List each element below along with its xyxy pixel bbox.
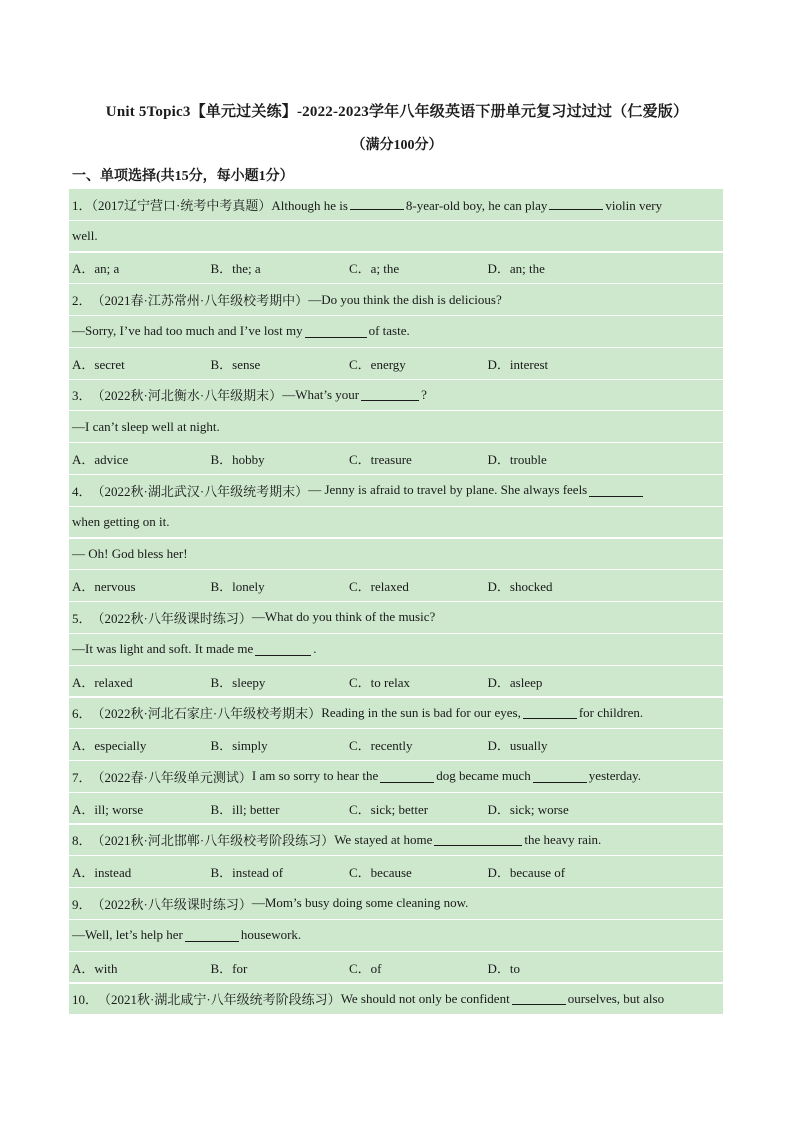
question-2-options bbox=[69, 348, 723, 379]
question-1-stem-continued: well. bbox=[69, 221, 723, 252]
question-1-stem: 1．（2017辽宁营口·统考中考真题）Although he is 8-year-old boy, he can play violin very bbox=[69, 189, 723, 220]
option-b[interactable]: B．sleepy bbox=[210, 674, 266, 690]
question-4-options bbox=[69, 570, 723, 601]
option-a[interactable]: A．relaxed bbox=[72, 674, 133, 690]
answer-blank[interactable] bbox=[350, 197, 404, 210]
option-a[interactable]: A．instead bbox=[72, 865, 132, 881]
question-number: 10． bbox=[72, 992, 99, 1008]
question-source: （2021秋·河北邯郸·八年级校考阶段练习） bbox=[91, 833, 335, 849]
question-2-reply: —Sorry, I’ve had too much and I’ve lost my of taste. bbox=[69, 316, 723, 347]
option-d[interactable]: D．an; the bbox=[487, 261, 545, 277]
question-2-stem: 2． （2021春·江苏常州·八年级校考期中） —Do you think the dish is delicious? bbox=[69, 284, 723, 315]
document-title: Unit 5Topic3【单元过关练】-2022-2023学年八年级英语下册单元复习过过过（仁爱版） bbox=[105, 104, 689, 120]
option-a[interactable]: A．an; a bbox=[72, 261, 120, 277]
option-c[interactable]: C．a; the bbox=[349, 261, 400, 277]
question-9-options bbox=[69, 952, 723, 983]
question-4-reply: — Oh! God bless her! bbox=[69, 539, 723, 570]
question-5-reply: —It was light and soft. It made me . bbox=[69, 634, 723, 665]
option-a[interactable]: A．advice bbox=[72, 452, 129, 468]
question-7-options bbox=[69, 793, 723, 824]
option-d[interactable]: D．asleep bbox=[487, 674, 543, 690]
question-10-stem: 10． （2021秋·湖北咸宁·八年级统考阶段练习） We should not only be confident ourselves, but also bbox=[69, 984, 723, 1015]
option-c[interactable]: C．sick; better bbox=[349, 801, 429, 817]
answer-blank[interactable] bbox=[255, 643, 311, 656]
question-8-stem: 8． （2021秋·河北邯郸·八年级校考阶段练习） We stayed at home the heavy rain. bbox=[69, 825, 723, 856]
option-d[interactable]: D．interest bbox=[487, 356, 549, 372]
option-c[interactable]: C．of bbox=[349, 960, 382, 976]
question-3-options bbox=[69, 443, 723, 474]
question-source: （2022秋·八年级课时练习） bbox=[91, 896, 252, 912]
answer-blank[interactable] bbox=[185, 929, 239, 942]
question-number: 9． bbox=[72, 896, 92, 912]
option-a[interactable]: A．ill; worse bbox=[72, 801, 144, 817]
option-b[interactable]: B．hobby bbox=[210, 452, 265, 468]
question-9-reply: —Well, let’s help her housework. bbox=[69, 920, 723, 951]
option-a[interactable]: A．especially bbox=[72, 738, 147, 754]
option-c[interactable]: C．energy bbox=[349, 356, 406, 372]
question-3-stem: 3． （2022秋·河北衡水·八年级期末） —What’s your ? bbox=[69, 380, 723, 411]
option-b[interactable]: B．for bbox=[210, 960, 248, 976]
option-c[interactable]: C．recently bbox=[349, 738, 413, 754]
question-list bbox=[69, 189, 723, 1015]
option-b[interactable]: B．sense bbox=[210, 356, 261, 372]
option-a[interactable]: A．secret bbox=[72, 356, 125, 372]
option-a[interactable]: A．nervous bbox=[72, 579, 136, 595]
answer-blank[interactable] bbox=[380, 770, 434, 783]
option-d[interactable]: D．shocked bbox=[487, 579, 553, 595]
question-number: 8． bbox=[72, 833, 92, 849]
option-c[interactable]: C．treasure bbox=[349, 452, 412, 468]
answer-blank[interactable] bbox=[549, 197, 603, 210]
answer-blank[interactable] bbox=[512, 992, 566, 1005]
option-b[interactable]: B．simply bbox=[210, 738, 268, 754]
answer-blank[interactable] bbox=[361, 388, 419, 401]
question-3-reply: —I can’t sleep well at night. bbox=[69, 411, 723, 442]
question-number: 7． bbox=[72, 769, 92, 785]
question-8-options bbox=[69, 856, 723, 887]
question-source: （2017辽宁营口·统考中考真题） bbox=[91, 197, 272, 213]
question-5-options bbox=[69, 666, 723, 697]
question-number: 5． bbox=[72, 610, 92, 626]
total-score: （满分100分） bbox=[351, 138, 443, 153]
question-5-stem: 5． （2022秋·八年级课时练习） —What do you think of the music? bbox=[69, 602, 723, 633]
option-c[interactable]: C．because bbox=[349, 865, 412, 881]
option-a[interactable]: A．with bbox=[72, 960, 118, 976]
option-b[interactable]: B．instead of bbox=[210, 865, 284, 881]
option-c[interactable]: C．relaxed bbox=[349, 579, 409, 595]
option-b[interactable]: B．lonely bbox=[210, 579, 265, 595]
question-source: （2021秋·湖北咸宁·八年级统考阶段练习） bbox=[98, 992, 341, 1008]
question-number: 3． bbox=[72, 388, 92, 404]
question-source: （2022春·八年级单元测试） bbox=[91, 769, 252, 785]
answer-blank[interactable] bbox=[589, 484, 643, 497]
question-4-stem-continued: when getting on it. bbox=[69, 507, 723, 538]
option-c[interactable]: C．to relax bbox=[349, 674, 411, 690]
question-source: （2022秋·八年级课时练习） bbox=[91, 610, 252, 626]
question-source: （2022秋·河北石家庄·八年级校考期末） bbox=[91, 706, 322, 722]
question-source: （2021春·江苏常州·八年级校考期中） bbox=[91, 293, 309, 309]
option-d[interactable]: D．because of bbox=[487, 865, 566, 881]
question-7-stem: 7． （2022春·八年级单元测试） I am so sorry to hear the dog became much yesterday. bbox=[69, 761, 723, 792]
option-d[interactable]: D．sick; worse bbox=[487, 801, 569, 817]
answer-blank[interactable] bbox=[434, 833, 522, 846]
question-6-stem: 6． （2022秋·河北石家庄·八年级校考期末） Reading in the sun is bad for our eyes, for children. bbox=[69, 698, 723, 729]
question-source: （2022秋·湖北武汉·八年级统考期末） bbox=[91, 483, 309, 499]
question-source: （2022秋·河北衡水·八年级期末） bbox=[91, 388, 283, 404]
question-number: 4． bbox=[72, 483, 92, 499]
answer-blank[interactable] bbox=[305, 325, 367, 338]
question-number: 1． bbox=[72, 197, 92, 213]
option-d[interactable]: D．usually bbox=[487, 738, 548, 754]
question-6-options bbox=[69, 729, 723, 760]
question-1-options bbox=[69, 253, 723, 284]
question-9-stem: 9． （2022秋·八年级课时练习） —Mom’s busy doing some cleaning now. bbox=[69, 888, 723, 919]
section-heading: 一、单项选择(共15分，每小题1分） bbox=[72, 169, 294, 184]
question-number: 2． bbox=[72, 293, 92, 309]
option-b[interactable]: B．ill; better bbox=[210, 801, 280, 817]
question-number: 6． bbox=[72, 706, 92, 722]
answer-blank[interactable] bbox=[533, 770, 587, 783]
option-d[interactable]: D．trouble bbox=[487, 452, 547, 468]
answer-blank[interactable] bbox=[523, 706, 577, 719]
option-b[interactable]: B．the; a bbox=[210, 261, 261, 277]
option-d[interactable]: D．to bbox=[487, 960, 521, 976]
question-4-stem: 4． （2022秋·湖北武汉·八年级统考期末） — Jenny is afraid to travel by plane. She always feels bbox=[69, 475, 723, 506]
